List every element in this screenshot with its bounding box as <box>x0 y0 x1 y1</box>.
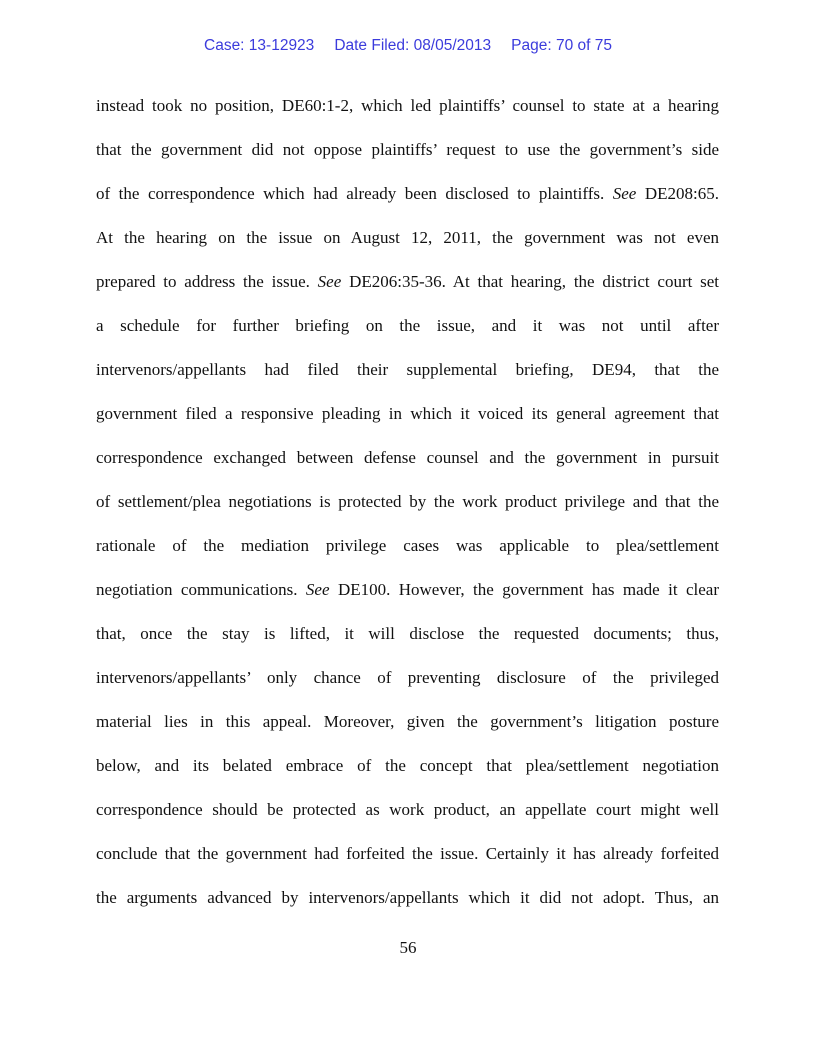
page-number: 56 <box>399 938 417 957</box>
body-line: negotiation communications. See DE100. However, the government has made it clear <box>96 580 719 599</box>
body-line: that, once the stay is lifted, it will disclose the requested documents; thus, <box>96 624 719 643</box>
body-line: below, and its belated embrace of the concept that plea/settlement negotiation <box>96 756 719 775</box>
body-line: that the government did not oppose plaintiffs’ request to use the government’s side <box>96 140 719 159</box>
body-line: At the hearing on the issue on August 12, 2011, the government was not even <box>96 228 719 247</box>
body-line: correspondence exchanged between defense counsel and the government in pursuit <box>96 448 719 467</box>
page-indicator: Page: 70 of 75 <box>511 37 612 54</box>
body-line: rationale of the mediation privilege cases was applicable to plea/settlement <box>96 536 719 555</box>
body-line: of the correspondence which had already been disclosed to plaintiffs. See DE208:65. <box>96 184 719 203</box>
body-line: a schedule for further briefing on the issue, and it was not until after <box>96 316 719 335</box>
body-line: material lies in this appeal. Moreover, given the government’s litigation posture <box>96 712 719 731</box>
date-filed: Date Filed: 08/05/2013 <box>334 37 492 54</box>
case-number: Case: 13-12923 <box>204 37 315 54</box>
body-line: instead took no position, DE60:1-2, which led plaintiffs’ counsel to state at a hearing <box>96 96 719 115</box>
body-line: the arguments advanced by intervenors/appellants which it did not adopt. Thus, an <box>96 888 719 907</box>
body-line: intervenors/appellants had filed their supplemental briefing, DE94, that the <box>96 360 719 379</box>
document-body <box>96 92 719 928</box>
body-line: correspondence should be protected as work product, an appellate court might well <box>96 800 719 819</box>
body-line: conclude that the government had forfeited the issue. Certainly it has already forfeited <box>96 844 719 863</box>
page-header <box>0 37 816 55</box>
body-line: intervenors/appellants’ only chance of preventing disclosure of the privileged <box>96 668 719 687</box>
body-line: prepared to address the issue. See DE206:35-36. At that hearing, the district court set <box>96 272 720 291</box>
body-line: of settlement/plea negotiations is protected by the work product privilege and that the <box>96 492 719 511</box>
body-line: government filed a responsive pleading in which it voiced its general agreement that <box>96 404 719 423</box>
